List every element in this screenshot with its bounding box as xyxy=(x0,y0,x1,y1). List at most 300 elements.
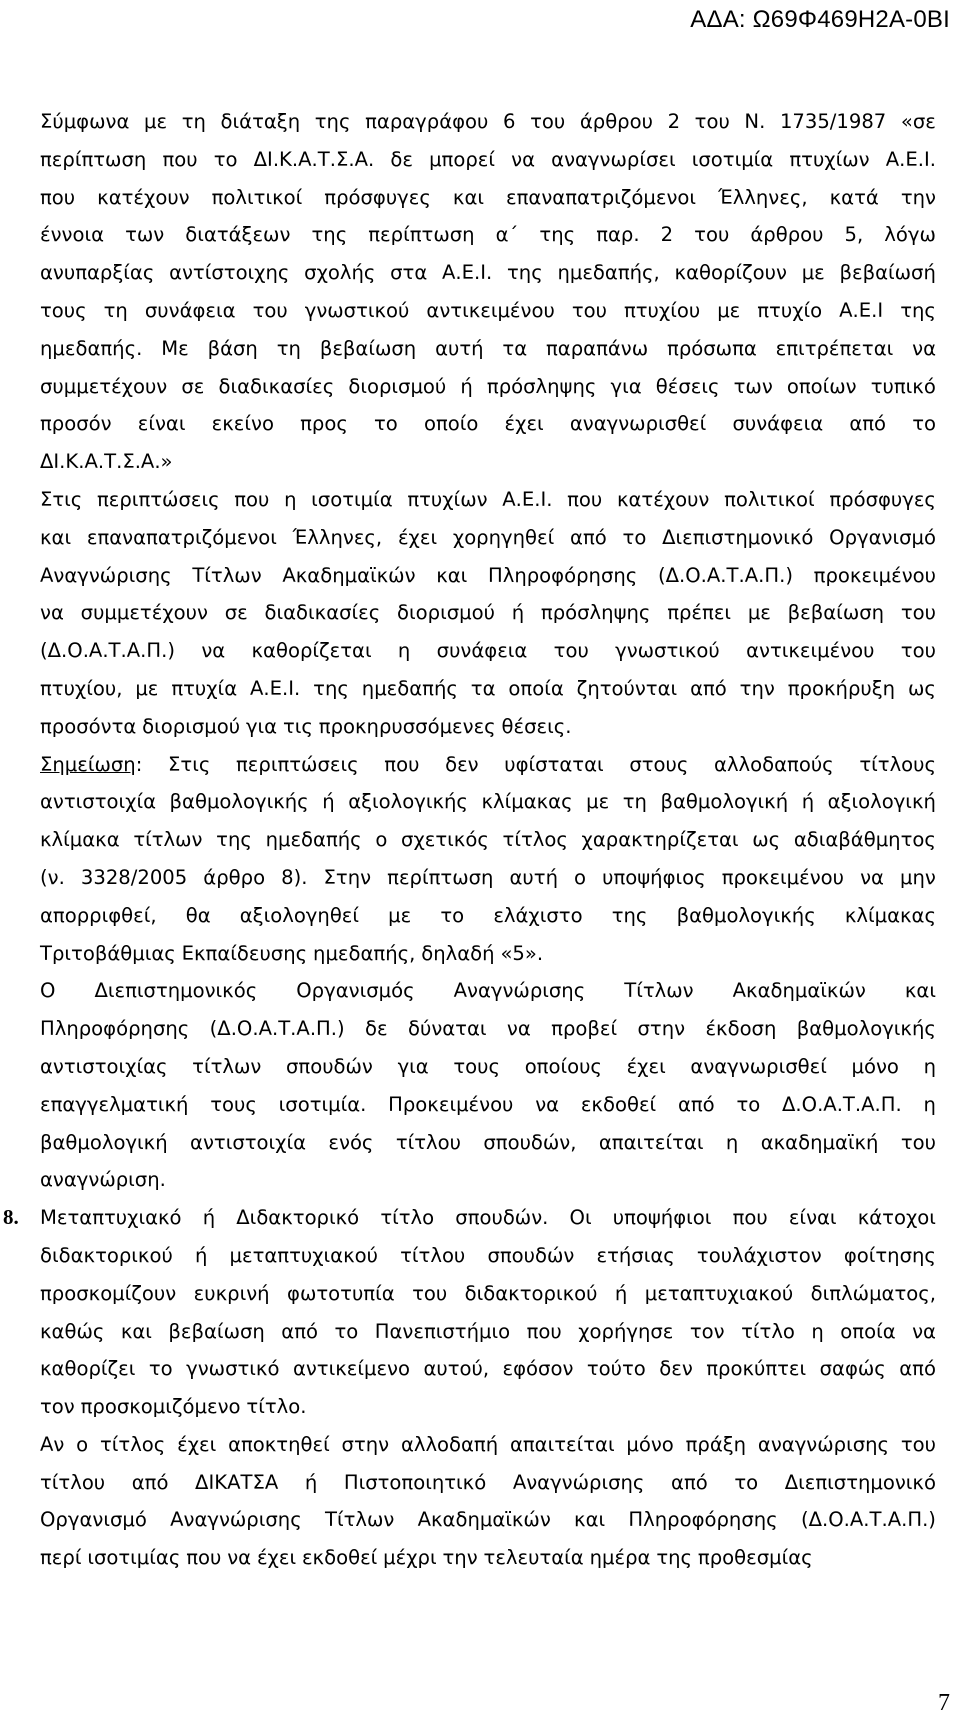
word: από xyxy=(690,676,727,700)
word: συνάφεια xyxy=(732,412,824,436)
word: από xyxy=(849,412,887,436)
word: παραγράφου xyxy=(365,110,489,133)
word: να xyxy=(860,865,884,889)
text-line xyxy=(40,216,936,254)
text-line xyxy=(40,746,936,784)
text-line xyxy=(40,1048,936,1086)
text-line xyxy=(40,1464,936,1502)
word: ζητούνται xyxy=(576,676,678,700)
word: τίτλων xyxy=(192,1054,262,1078)
word: α΄ xyxy=(495,223,519,247)
word: τίτλου xyxy=(400,1243,466,1267)
word: Αναγνώρισης xyxy=(512,1470,645,1494)
word: διαδικασίες xyxy=(218,374,335,398)
text-line xyxy=(40,368,936,406)
word: ημέρα xyxy=(589,1546,651,1570)
word: φοίτησης xyxy=(843,1243,936,1267)
word: να xyxy=(511,147,536,171)
word: Πληροφόρησης xyxy=(488,563,638,587)
word: Μεταπτυχιακό xyxy=(40,1206,182,1230)
word: πράξη xyxy=(685,1432,747,1456)
word: τίτλος xyxy=(502,828,568,852)
word: της xyxy=(216,828,252,852)
word: του xyxy=(252,298,288,322)
text-line xyxy=(40,632,936,670)
text-line xyxy=(40,1086,936,1124)
word: διπλώματος, xyxy=(810,1281,936,1305)
word: από xyxy=(570,525,607,549)
word: οποία xyxy=(508,676,564,700)
text-line xyxy=(40,141,936,179)
word: (ν. xyxy=(40,865,65,889)
word: ανυπαρξίας xyxy=(40,261,155,285)
word: Ακαδημαϊκών xyxy=(282,563,416,587)
word: μόνο xyxy=(626,1432,674,1456)
word: προβεί xyxy=(551,1017,618,1041)
word: τους xyxy=(453,1054,501,1078)
word: η xyxy=(923,1054,936,1078)
word: αξιολογικής xyxy=(348,790,468,814)
word: πτυχίων xyxy=(789,147,870,171)
word: αναγνωρισθεί xyxy=(569,412,707,436)
word: (Δ.Ο.Α.Τ.Α.Π.) xyxy=(209,1017,345,1041)
word: τίτλο xyxy=(380,1206,435,1230)
word: περιπτώσεις xyxy=(236,752,359,776)
word: του xyxy=(694,110,730,133)
word: διδακτορικού xyxy=(464,1281,598,1305)
word: ή xyxy=(194,1243,208,1267)
word: Αν xyxy=(40,1432,65,1456)
word: σε xyxy=(181,374,205,398)
word: προκηρυσσόμενες xyxy=(318,714,496,738)
word: των xyxy=(733,374,773,398)
word: προκήρυξη xyxy=(787,676,896,700)
word: το xyxy=(440,903,465,927)
word: Τίτλων xyxy=(324,1508,395,1532)
word: περίπτωση xyxy=(387,865,494,889)
word: μην xyxy=(900,865,936,889)
word: Α.Ε.Ι. xyxy=(250,676,301,700)
word: να xyxy=(912,336,936,360)
word: περίπτωση xyxy=(40,147,147,171)
word: Α.Ε.Ι. xyxy=(442,261,493,285)
word: βαθμολογικής xyxy=(169,790,309,814)
word: Α.Ε.Ι. xyxy=(502,487,553,511)
word: τίτλος xyxy=(99,1432,166,1456)
text-line xyxy=(40,708,936,746)
word: τίτλο. xyxy=(246,1395,307,1419)
word: έχει xyxy=(256,1546,297,1570)
word: εκδοθεί xyxy=(301,1546,378,1570)
word: του xyxy=(900,601,936,625)
word: αυτού, xyxy=(423,1357,490,1381)
paragraph xyxy=(40,481,936,746)
document-body xyxy=(3,103,936,1577)
word: χαρακτηρίζεται xyxy=(581,828,739,852)
text-line xyxy=(40,103,936,141)
word: διορισμού xyxy=(397,601,495,625)
word: βεβαίωση xyxy=(168,1319,265,1343)
text-line xyxy=(40,1313,936,1351)
word: προσόν xyxy=(40,412,112,436)
word: γνωστικού xyxy=(304,298,410,322)
word: να xyxy=(535,1092,560,1116)
text-line xyxy=(40,821,936,859)
word: Αναγνώρισης xyxy=(170,1508,302,1532)
word: δύναται xyxy=(408,1017,487,1041)
paragraph xyxy=(40,1426,936,1577)
word: Έλληνες, xyxy=(292,525,383,549)
word: οποίο xyxy=(423,412,479,436)
word: και xyxy=(904,979,936,1003)
word: προκειμένου xyxy=(721,865,845,889)
ada-header: ΑΔΑ: Ω69Φ469Η2Α-0ΒΙ xyxy=(690,6,950,33)
paragraph xyxy=(40,972,936,1199)
word: σχολής xyxy=(304,261,376,285)
word: Προκειμένου xyxy=(388,1092,514,1116)
word: επαγγελματική xyxy=(40,1092,189,1116)
word: αντίστοιχης xyxy=(169,261,290,285)
word: απαιτείται xyxy=(509,1432,615,1456)
word: του xyxy=(900,1432,936,1456)
word: απορριφθεί, xyxy=(40,903,157,927)
text-line xyxy=(40,481,936,519)
word: με xyxy=(135,676,159,700)
word: φωτοτυπία xyxy=(287,1281,395,1305)
word: η xyxy=(923,1092,936,1116)
word: και xyxy=(120,1319,152,1343)
word: επαναπατριζόμενοι xyxy=(506,185,697,209)
word: παραπάνω xyxy=(546,336,649,360)
word: Ν. xyxy=(744,110,766,133)
word: βαθμολογική xyxy=(40,1130,168,1154)
word: είναι xyxy=(137,412,186,436)
word: πρέπει xyxy=(667,601,732,625)
word: Πληροφόρησης xyxy=(40,1017,190,1041)
word: υποψήφιος xyxy=(602,865,706,889)
word: ή xyxy=(614,1281,628,1305)
page-number: 7 xyxy=(938,1690,950,1716)
text-line xyxy=(40,1237,936,1275)
word: (Δ.Ο.Α.Τ.Α.Π.) xyxy=(800,1508,936,1532)
text-line xyxy=(40,1010,936,1048)
word: μέχρι xyxy=(383,1546,437,1570)
word: η xyxy=(725,1130,739,1154)
word: πολιτικοί xyxy=(724,487,815,511)
word: τη xyxy=(103,298,128,322)
word: ημεδαπής, xyxy=(557,261,660,285)
word: ΔΙ.Κ.Α.Τ.Σ.Α.» xyxy=(40,450,173,474)
word: άρθρου xyxy=(579,110,653,133)
word: προς xyxy=(300,412,348,436)
word: τίτλους xyxy=(859,752,936,776)
word: διάταξη xyxy=(220,110,301,133)
text-line xyxy=(40,972,936,1010)
word: ή xyxy=(801,790,815,814)
word: να xyxy=(506,1017,531,1041)
word: Έλληνες, xyxy=(718,185,808,209)
word: περιπτώσεις xyxy=(96,487,220,511)
word: ως xyxy=(752,828,781,852)
word: καθορίζει xyxy=(40,1357,136,1381)
word: βεβαίωση xyxy=(787,601,885,625)
word: κλίμακας xyxy=(844,903,936,927)
word: βάση xyxy=(207,336,258,360)
word: πρόσφυγες xyxy=(829,487,936,511)
word: που xyxy=(40,185,76,209)
word: Ο xyxy=(40,979,56,1003)
note-label: Σημείωση: xyxy=(40,752,143,776)
list-item-number: 8. xyxy=(3,1205,19,1230)
word: δεν xyxy=(659,1357,693,1381)
word: κλίμακα xyxy=(40,828,120,852)
word: κατέχουν xyxy=(97,185,190,209)
word: διαδικασίες xyxy=(264,601,381,625)
word: τίτλου xyxy=(40,1470,106,1494)
word: τίτλου xyxy=(395,1130,461,1154)
word: το xyxy=(622,525,647,549)
word: καθώς xyxy=(40,1319,105,1343)
word: αντικείμενο xyxy=(292,1357,410,1381)
word: θέσεις xyxy=(655,374,720,398)
word: βεβαίωσή xyxy=(839,261,936,285)
word: βαθμολογικής xyxy=(796,1017,936,1041)
word: έχει xyxy=(504,412,544,436)
word: Διδακτορικό xyxy=(236,1206,360,1230)
word: Ακαδημαϊκών xyxy=(417,1508,551,1532)
word: συνάφεια xyxy=(144,298,236,322)
word: σπουδών. xyxy=(455,1206,549,1230)
word: από xyxy=(131,1470,169,1494)
word: ή xyxy=(304,1470,318,1494)
word: πρόσωπα xyxy=(667,336,757,360)
word: βεβαίωση xyxy=(319,336,417,360)
word: της xyxy=(611,903,648,927)
paragraph xyxy=(40,103,936,481)
text-line xyxy=(40,594,936,632)
word: περί xyxy=(40,1546,82,1570)
word: Α.Ε.Ι xyxy=(839,298,884,322)
text-line xyxy=(40,1161,936,1199)
word: με xyxy=(801,261,825,285)
word: τις xyxy=(282,714,313,738)
word: Οργανισμό xyxy=(829,525,936,549)
text-line xyxy=(40,330,936,368)
word: με xyxy=(717,298,741,322)
word: αυτή xyxy=(435,336,484,360)
word: ΔΙ.Κ.Α.Τ.Σ.Α. xyxy=(253,147,375,171)
word: παρ. xyxy=(596,223,640,247)
word: Πανεπιστήμιο xyxy=(374,1319,511,1343)
text-line xyxy=(3,1199,936,1237)
word: πτυχίων xyxy=(407,487,488,511)
word: στα xyxy=(390,261,428,285)
word: ή xyxy=(322,790,335,814)
word: για xyxy=(245,714,278,738)
word: στην xyxy=(341,1432,390,1456)
text-line xyxy=(40,670,936,708)
word: ημεδαπής xyxy=(361,676,458,700)
word: αξιολογική xyxy=(827,790,936,814)
word: διορισμού xyxy=(142,714,241,738)
word: με xyxy=(388,903,412,927)
word: οποία xyxy=(840,1319,896,1343)
word: και xyxy=(40,525,72,549)
word: επαναπατριζόμενοι xyxy=(86,525,277,549)
word: συνάφεια xyxy=(436,639,528,663)
word: θα xyxy=(185,903,211,927)
word: που xyxy=(234,487,270,511)
word: έχει xyxy=(626,1054,666,1078)
word: Στις xyxy=(168,752,211,776)
word: μεταπτυχιακού xyxy=(229,1243,378,1267)
word: το xyxy=(334,1319,359,1343)
word: και xyxy=(436,563,468,587)
word: εκείνο xyxy=(211,412,274,436)
word: λόγω xyxy=(884,223,936,247)
word: 2 xyxy=(667,110,681,133)
word: πρόσληψης xyxy=(486,374,597,398)
word: σχετικός xyxy=(401,828,489,852)
word: Τίτλων xyxy=(624,979,694,1003)
word: η xyxy=(397,639,411,663)
word: Οργανισμός xyxy=(296,979,415,1003)
word: ΔΙΚΑΤΣΑ xyxy=(195,1470,279,1494)
text-line xyxy=(40,1539,936,1577)
text-line xyxy=(40,897,936,935)
word: να xyxy=(40,601,64,625)
word: το xyxy=(734,1470,759,1494)
word: ημεδαπής. xyxy=(40,336,143,360)
word: χορήγησε xyxy=(578,1319,674,1343)
word: υφίσταται xyxy=(504,752,604,776)
word: πολιτικοί xyxy=(211,185,303,209)
word: τη xyxy=(181,110,206,133)
word: κλίμακας xyxy=(481,790,573,814)
word: την xyxy=(442,1546,478,1570)
word: Δ.Ο.Α.Τ.Α.Π. xyxy=(782,1092,902,1116)
word: Ακαδημαϊκών xyxy=(732,979,866,1003)
word: ο xyxy=(76,1432,89,1456)
word: της xyxy=(507,261,543,285)
word: Πληροφόρησης xyxy=(628,1508,778,1532)
word: Αναγνώρισης xyxy=(40,563,172,587)
word: από xyxy=(671,1470,708,1494)
word: προκύπτει xyxy=(706,1357,807,1381)
word: από xyxy=(677,1092,715,1116)
word: αντικειμένου xyxy=(746,639,875,663)
word: τον xyxy=(689,1319,725,1343)
word: 3328/2005 xyxy=(80,865,188,889)
word: τα xyxy=(470,676,496,700)
word: Α.Ε.Ι. xyxy=(885,147,936,171)
word: αντιστοιχία xyxy=(40,790,156,814)
word: την xyxy=(739,676,775,700)
word: μόνο xyxy=(851,1054,899,1078)
word: τίτλο xyxy=(741,1319,795,1343)
word: του xyxy=(530,110,566,133)
word: Διεπιστημονικό xyxy=(662,525,814,549)
word: προσκομιζόμενο xyxy=(80,1395,241,1419)
word: τίτλων xyxy=(133,828,203,852)
word: έκδοση xyxy=(705,1017,777,1041)
text-line xyxy=(40,783,936,821)
word: πτυχία xyxy=(171,676,238,700)
word: προκειμένου xyxy=(813,563,936,587)
word: τον xyxy=(40,1395,75,1419)
word: ή xyxy=(202,1206,216,1230)
text-line xyxy=(40,254,936,292)
text-line xyxy=(40,443,936,481)
word: οποίων xyxy=(786,374,857,398)
word: ο xyxy=(574,865,587,889)
word: πρόσληψης xyxy=(540,601,651,625)
word: θέσεις. xyxy=(501,714,572,738)
word: αντιστοιχίας xyxy=(40,1054,168,1078)
word: αποκτηθεί xyxy=(228,1432,330,1456)
word: αναγνωρίσει xyxy=(551,147,676,171)
word: Οι xyxy=(569,1206,592,1230)
word: των xyxy=(125,223,165,247)
word: έννοια xyxy=(40,223,105,247)
word: της xyxy=(311,223,348,247)
word: προσόντα xyxy=(40,714,137,738)
word: συμμετέχουν xyxy=(40,374,168,398)
word: ισοτιμία xyxy=(311,487,393,511)
word: έχει xyxy=(177,1432,217,1456)
word: του xyxy=(412,1281,448,1305)
word: 1735/1987 xyxy=(779,110,887,133)
word: στην xyxy=(637,1017,686,1041)
word: ισοτιμίας xyxy=(87,1546,181,1570)
word: να xyxy=(227,1546,252,1570)
word: αυτή xyxy=(509,865,558,889)
text-line xyxy=(40,1501,936,1539)
word: αναγνώρισης xyxy=(757,1432,890,1456)
word: το xyxy=(374,412,398,436)
word: και xyxy=(452,185,484,209)
word: που xyxy=(567,487,603,511)
word: το xyxy=(912,412,936,436)
word: που xyxy=(732,1206,768,1230)
word: ως xyxy=(907,676,936,700)
word: να xyxy=(912,1319,936,1343)
text-line xyxy=(40,859,936,897)
text-line xyxy=(40,292,936,330)
word: διατάξεων xyxy=(185,223,291,247)
word: άρθρου xyxy=(750,223,824,247)
word: πτυχίου, xyxy=(40,676,123,700)
word: καθορίζουν xyxy=(674,261,787,285)
text-line xyxy=(40,519,936,557)
word: σπουδών, xyxy=(483,1130,577,1154)
word: Εκπαίδευσης xyxy=(181,941,308,965)
word: της xyxy=(313,676,349,700)
text-line xyxy=(40,1350,936,1388)
word: κατά xyxy=(829,185,879,209)
word: με xyxy=(144,110,168,133)
word: «σε xyxy=(900,110,936,133)
word: σπουδών xyxy=(286,1054,373,1078)
word: που xyxy=(162,147,198,171)
word: πτυχίου xyxy=(623,298,701,322)
word: τουλάχιστον xyxy=(696,1243,822,1267)
word: σπουδών xyxy=(487,1243,575,1267)
word: σαφώς xyxy=(819,1357,886,1381)
word: του xyxy=(900,639,936,663)
text-line xyxy=(40,557,936,595)
word: γνωστικό xyxy=(186,1357,280,1381)
